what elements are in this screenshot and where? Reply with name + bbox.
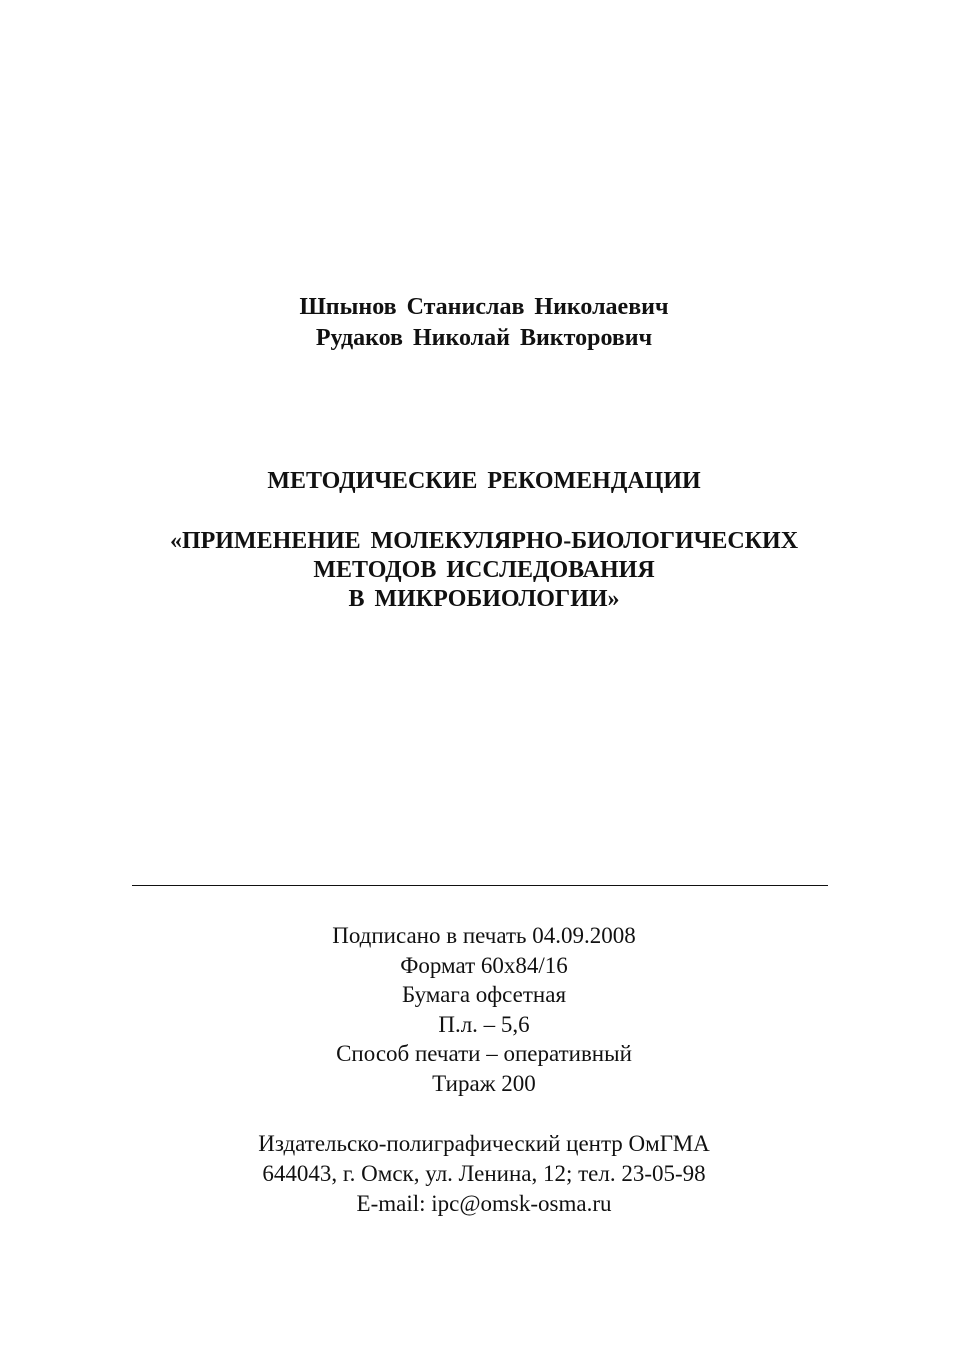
- authors-block: [0, 292, 968, 354]
- imprint-signed: Подписано в печать 04.09.2008: [332, 923, 636, 948]
- title-line: В МИКРОБИОЛОГИИ»: [348, 586, 620, 612]
- author-name: Рудаков Николай Викторович: [315, 325, 653, 351]
- document-type: МЕТОДИЧЕСКИЕ РЕКОМЕНДАЦИИ: [267, 468, 701, 494]
- publisher-address: 644043, г. Омск, ул. Ленина, 12; тел. 23-05-98: [262, 1161, 706, 1186]
- imprint-printing: Способ печати – оперативный: [336, 1041, 632, 1066]
- imprint-sheets: П.л. – 5,6: [438, 1011, 530, 1037]
- publisher-email: E-mail: ipc@omsk-osma.ru: [356, 1191, 612, 1216]
- document-title: [0, 527, 968, 614]
- horizontal-divider: [132, 885, 828, 886]
- imprint-paper: Бумага офсетная: [401, 982, 567, 1007]
- author-name: Шпынов Станислав Николаевич: [299, 294, 669, 320]
- publisher-block: [0, 1129, 968, 1219]
- imprint-format: Формат 60x84/16: [400, 952, 568, 978]
- title-line: «ПРИМЕНЕНИЕ МОЛЕКУЛЯРНО-БИОЛОГИЧЕСКИХ: [169, 528, 799, 554]
- publisher-name: Издательско-полиграфический центр ОмГМА: [258, 1131, 710, 1156]
- imprint-circulation: Тираж 200: [432, 1070, 536, 1096]
- imprint-block: [0, 921, 968, 1098]
- title-line: МЕТОДОВ ИССЛЕДОВАНИЯ: [313, 557, 655, 583]
